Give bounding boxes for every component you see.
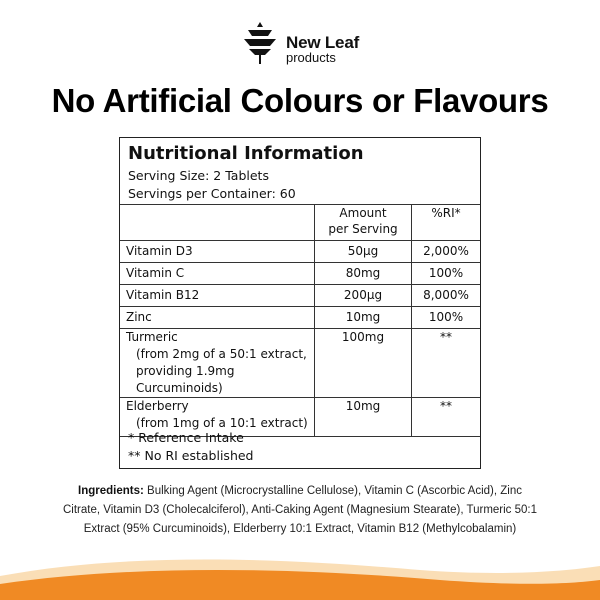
headline: No Artificial Colours or Flavours <box>51 82 549 119</box>
leaf-tree-icon <box>240 20 280 66</box>
table-row <box>120 263 480 285</box>
orange-wave-decoration <box>0 540 600 600</box>
ingredients-list: Bulking Agent (Microcrystalline Cellulose), Vitamin C (Ascorbic Acid), Zinc Citrate, Vitamin D3 (Cholecalciferol), Anti-Caking Agent (Magnesium Stearate), Turmeric 50:1 Extract (95% Curcuminoids), Elderberry 10:1 Extract, Vitamin B12 (Methylcobalamin) <box>62 485 538 535</box>
nutrient-name-cell <box>120 329 315 398</box>
nutrient-detail: (from 1mg of a 10:1 extract) <box>136 416 308 430</box>
nutrient-ri: 100% <box>412 263 481 285</box>
nutrient-detail: (from 2mg of a 50:1 extract, <box>136 347 307 361</box>
nutrient-name: Turmeric <box>126 330 178 344</box>
nutrient-amount: 10mg <box>315 307 412 329</box>
nutrient-ri: 8,000% <box>412 285 481 307</box>
ingredients-label: Ingredients: <box>78 485 144 497</box>
brand-subtitle: products <box>286 50 336 65</box>
servings-per-container: Servings per Container: 60 <box>128 186 296 201</box>
nutrient-name: Vitamin B12 <box>120 285 315 307</box>
table-row <box>120 241 480 263</box>
nutrient-name: Vitamin C <box>120 263 315 285</box>
nutrient-name: Vitamin D3 <box>120 241 315 263</box>
ingredients-text <box>62 482 538 539</box>
nutrient-name: Zinc <box>120 307 315 329</box>
nutrient-amount: 80mg <box>315 263 412 285</box>
nutrition-table <box>120 204 480 437</box>
header-ri: %RI* <box>412 205 481 241</box>
nutrient-amount: 200µg <box>315 285 412 307</box>
header-amount-line1: Amount <box>339 206 387 220</box>
table-row <box>120 307 480 329</box>
table-row <box>120 329 480 398</box>
header-amount <box>315 205 412 241</box>
nutrient-ri: 2,000% <box>412 241 481 263</box>
nutrient-name: Elderberry <box>126 399 189 413</box>
nutrient-amount: 50µg <box>315 241 412 263</box>
header-name-cell <box>120 205 315 241</box>
brand-name: New Leaf <box>286 33 360 52</box>
brand-logo <box>240 20 390 68</box>
table-row <box>120 285 480 307</box>
nutrient-ri: ** <box>412 398 481 437</box>
footnote-ri: * Reference Intake <box>128 430 244 445</box>
nutrient-detail: providing 1.9mg Curcuminoids) <box>136 364 235 395</box>
nutrient-ri: 100% <box>412 307 481 329</box>
serving-size: Serving Size: 2 Tablets <box>128 168 269 183</box>
header-amount-line2: per Serving <box>328 222 398 236</box>
panel-title: Nutritional Information <box>128 143 364 164</box>
nutrient-ri: ** <box>412 329 481 398</box>
table-header-row <box>120 205 480 241</box>
nutrient-amount: 10mg <box>315 398 412 437</box>
footnote-no-ri: ** No RI established <box>128 448 254 463</box>
nutrition-panel <box>119 137 481 469</box>
nutrient-amount: 100mg <box>315 329 412 398</box>
